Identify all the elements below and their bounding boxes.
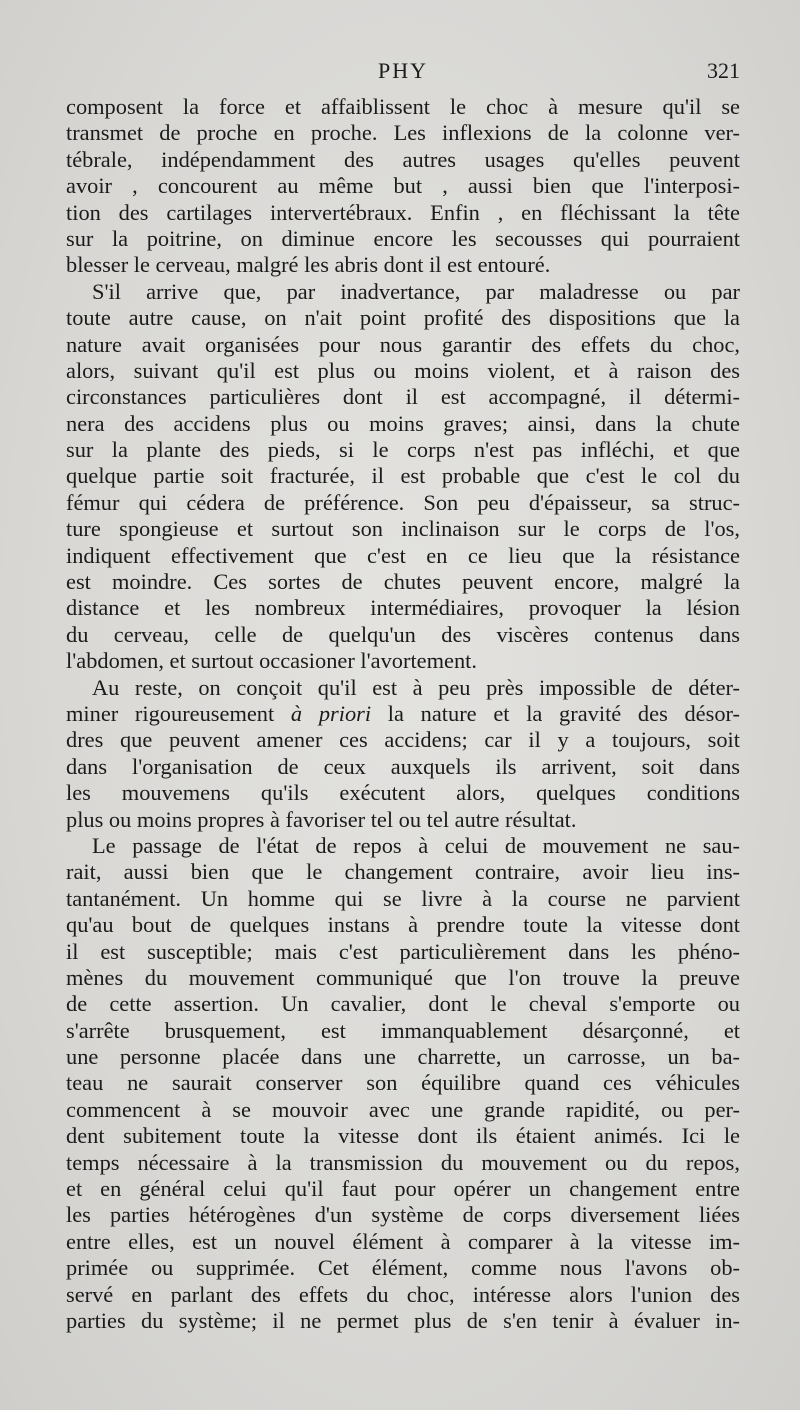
text-line: tébrale, indépendamment des autres usages qu'elles peuvent [66, 146, 740, 172]
text-line: circonstances particulières dont il est accompagné, il détermi- [66, 384, 740, 410]
text-line: commencent à se mouvoir avec une grande rapidité, ou per- [66, 1096, 740, 1122]
text-line: teau ne saurait conserver son équilibre quand ces véhicules [66, 1070, 740, 1096]
text-line: sur la plante des pieds, si le corps n'est pas infléchi, et que [66, 437, 740, 463]
text-line: nera des accidens plus ou moins graves; ainsi, dans la chute [66, 410, 740, 436]
text-line: nature avait organisées pour nous garantir des effets du choc, [66, 331, 740, 357]
text-line: temps nécessaire à la transmission du mouvement ou du repos, [66, 1149, 740, 1175]
text-line: sur la poitrine, on diminue encore les secousses qui pourraient [66, 225, 740, 251]
text-line: ture spongieuse et surtout son inclinaison sur le corps de l'os, [66, 516, 740, 542]
text-line: composent la force et affaiblissent le choc à mesure qu'il se [66, 94, 740, 119]
page-number: 321 [707, 58, 740, 83]
text-line: entre elles, est un nouvel élément à comparer à la vitesse im- [66, 1228, 740, 1254]
text-line: S'il arrive que, par inadvertance, par maladresse ou par [92, 278, 740, 304]
text-line: quelque partie soit fracturée, il est probable que c'est le col du [66, 463, 740, 489]
text-line: dres que peuvent amener ces accidens; car il y a toujours, soit [66, 727, 740, 753]
text-line: il est susceptible; mais c'est particulièrement dans les phéno- [66, 938, 740, 964]
text-line: les mouvemens qu'ils exécutent alors, quelques conditions [66, 780, 740, 806]
text-line: mènes du mouvement communiqué que l'on trouve la preuve [66, 964, 740, 990]
text-line: tion des cartilages intervertébraux. Enfin , en fléchissant la tête [66, 199, 740, 225]
running-head: PHY [377, 58, 428, 83]
text-line: primée ou supprimée. Cet élément, comme nous l'avons ob- [66, 1255, 740, 1281]
text-line: Le passage de l'état de repos à celui de mouvement ne sau- [92, 832, 740, 858]
text-line: et en général celui qu'il faut pour opérer un changement entre [66, 1176, 740, 1202]
text-line: qu'au bout de quelques instans à prendre toute la vitesse dont [66, 912, 740, 938]
text-line: dans l'organisation de ceux auxquels ils arrivent, soit dans [66, 753, 740, 779]
text-line: s'arrête brusquement, est immanquablement désarçonné, et [66, 1017, 740, 1043]
text-line: toute autre cause, on n'ait point profité des dispositions que la [66, 305, 740, 331]
text-line: plus ou moins propres à favoriser tel ou tel autre résultat. [66, 806, 577, 832]
text-line: servé en parlant des effets du choc, intéresse alors l'union des [66, 1281, 740, 1307]
text-line: avoir , concourent au même but , aussi bien que l'interposi- [66, 173, 740, 199]
text-line: dent subitement toute la vitesse dont ils étaient animés. Ici le [66, 1123, 740, 1149]
text-line: tantanément. Un homme qui se livre à la course ne parvient [66, 885, 740, 911]
text-line: blesser le cerveau, malgré les abris dont il est entouré. [66, 252, 551, 278]
text-line: fémur qui cédera de préférence. Son peu d'épaisseur, sa struc- [66, 489, 740, 515]
text-line: de cette assertion. Un cavalier, dont le cheval s'emporte ou [66, 991, 740, 1017]
text-line: rait, aussi bien que le changement contraire, avoir lieu ins- [66, 859, 740, 885]
page-header [66, 58, 740, 94]
text-line: les parties hétérogènes d'un système de corps diversement liées [66, 1202, 740, 1228]
body-text [66, 94, 740, 1334]
text-line: est moindre. Ces sortes de chutes peuvent encore, malgré la [66, 569, 740, 595]
text-line: du cerveau, celle de quelqu'un des viscères contenus dans [66, 621, 740, 647]
text-line: miner rigoureusement à priori la nature et la gravité des désor- [66, 700, 740, 726]
text-line: alors, suivant qu'il est plus ou moins violent, et à raison des [66, 357, 740, 383]
text-line: indiquent effectivement que c'est en ce lieu que la résistance [66, 542, 740, 568]
text-line: une personne placée dans une charrette, un carrosse, un ba- [66, 1044, 740, 1070]
text-line: Au reste, on conçoit qu'il est à peu près impossible de déter- [92, 674, 740, 700]
text-line: transmet de proche en proche. Les inflexions de la colonne ver- [66, 120, 740, 146]
text-line: distance et les nombreux intermédiaires, provoquer la lésion [66, 595, 740, 621]
text-line: l'abdomen, et surtout occasioner l'avortement. [66, 648, 477, 674]
text-line: parties du système; il ne permet plus de s'en tenir à évaluer in- [66, 1307, 740, 1333]
